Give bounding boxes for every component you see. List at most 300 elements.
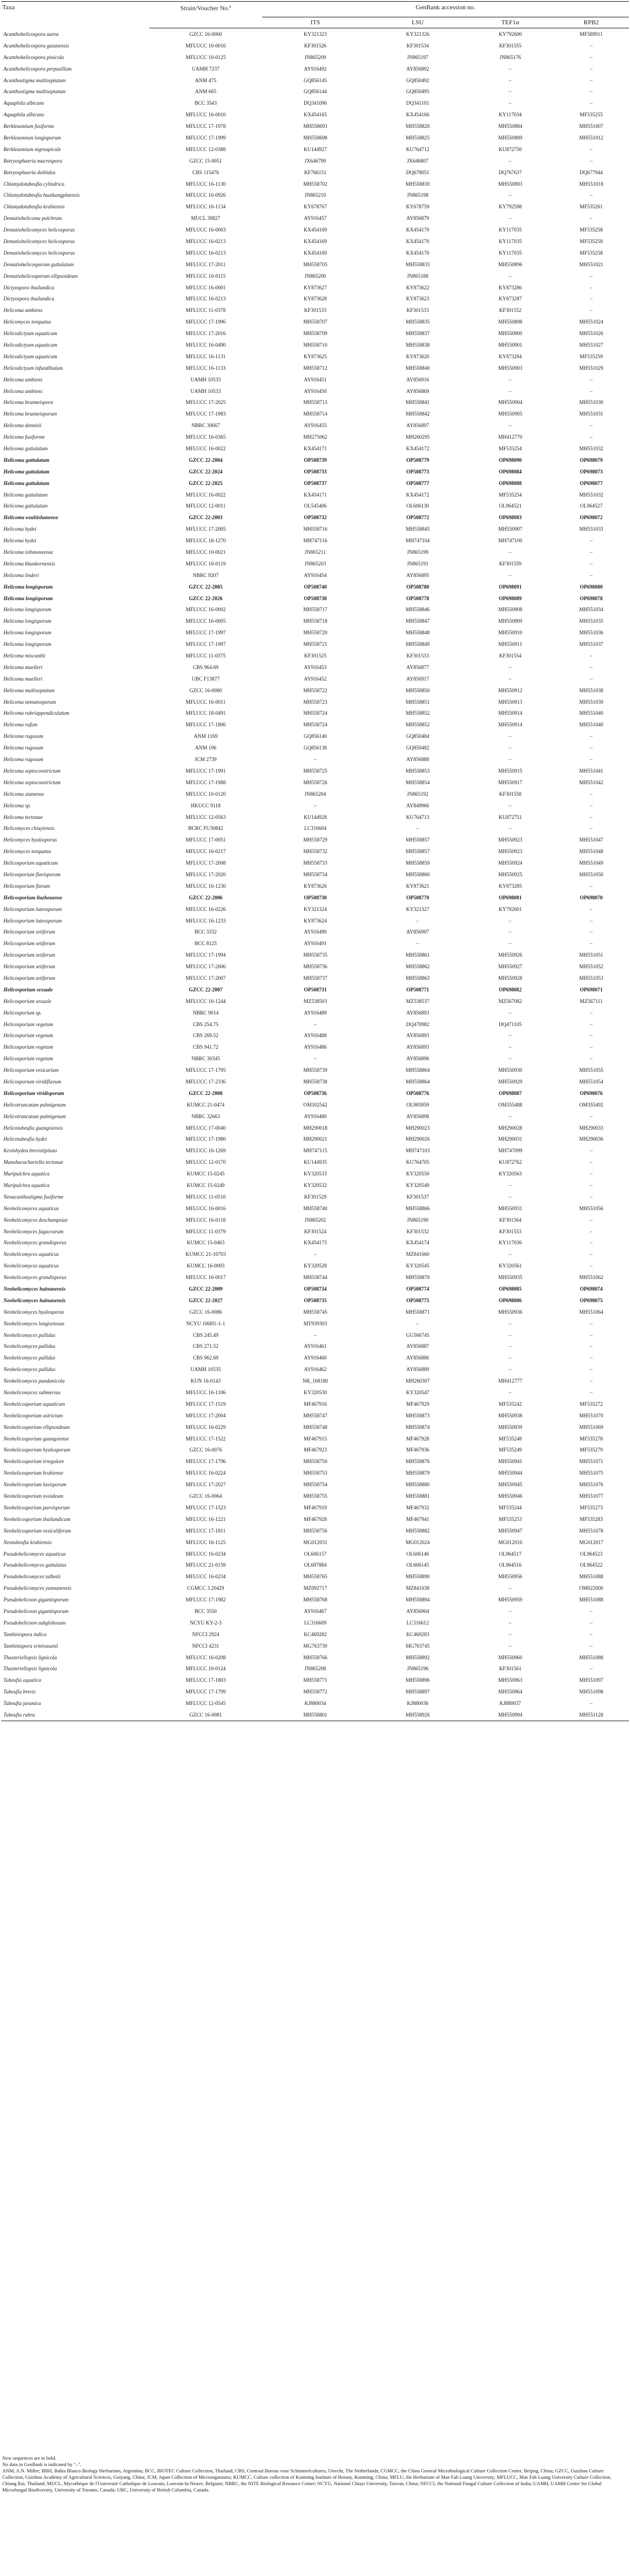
tef-cell: KF301559 — [499, 560, 522, 567]
strain-cell: MFLUCC 16-1244 — [185, 998, 226, 1004]
header-strain-sup: a — [229, 4, 231, 9]
table-row — [1, 1168, 629, 1179]
taxon-cell: Neoacanthostigma fusiforme — [3, 1193, 64, 1200]
its-cell: MH558707 — [303, 319, 327, 325]
lsu-cell: MF467936 — [406, 1447, 429, 1453]
taxon-cell: Neohelicomyces pallidus — [3, 1355, 56, 1361]
taxon-cell: Helicoma hydei — [3, 526, 36, 532]
strain-cell: GZCC 16-0086 — [189, 1309, 222, 1315]
its-cell: AY916490 — [304, 929, 327, 935]
strain-cell: BCC 3550 — [194, 1608, 217, 1614]
taxon-cell: Helicoma sp. — [3, 802, 31, 809]
tef-cell: MF535249 — [498, 1447, 522, 1453]
rpb2-cell: MH551062 — [579, 1274, 603, 1281]
tef-cell: – — [509, 65, 512, 72]
taxon-cell: Tubeufia aquatica — [3, 1677, 42, 1684]
table-row — [1, 155, 629, 167]
strain-cell: CBS 964.69 — [193, 664, 219, 670]
rpb2-cell: – — [590, 572, 593, 578]
rpb2-cell: MH551055 — [579, 1067, 603, 1074]
tef-cell: KF301558 — [499, 791, 522, 797]
taxon-cell: Chlamydotubeufia krabiensis — [3, 204, 65, 210]
strain-cell: MFLUCC 16-0224 — [185, 1470, 226, 1476]
strain-cell: MFLUCC 18-0491 — [185, 710, 226, 716]
rpb2-cell: – — [590, 1159, 593, 1166]
table-row — [1, 431, 629, 443]
lsu-cell: KX454166 — [406, 112, 429, 118]
strain-cell: MFLUCC 16-0234 — [185, 1550, 226, 1557]
table-row — [1, 754, 629, 765]
tef-cell: – — [509, 745, 512, 751]
taxon-cell: Acanthohelicospora pinicola — [3, 54, 64, 60]
lsu-cell: JN865197 — [407, 54, 429, 60]
taxon-cell: Helicoma guttulatum — [3, 491, 48, 498]
strain-cell: MFLUCC 17-2004 — [185, 1412, 226, 1419]
table-body — [1, 28, 629, 1721]
its-cell: KX454173 — [304, 1240, 327, 1246]
rpb2-cell: – — [590, 54, 593, 60]
lsu-cell: MH558873 — [406, 1412, 430, 1419]
tef-cell: MH550947 — [498, 1527, 522, 1534]
strain-cell: MFLUCC 12-0011 — [186, 503, 226, 509]
taxon-cell: Helicotubeufia hydei — [3, 1136, 47, 1142]
its-cell: MH558716 — [303, 526, 327, 532]
its-cell: AY916460 — [304, 1355, 327, 1361]
rpb2-cell: – — [590, 376, 593, 383]
tef-cell: – — [509, 940, 512, 947]
lsu-cell: MH558853 — [406, 767, 430, 774]
rpb2-cell: MH551052 — [579, 964, 603, 970]
rpb2-cell: MH551036 — [579, 630, 603, 636]
rpb2-cell: – — [590, 906, 593, 912]
tef-cell: – — [509, 1009, 512, 1016]
strain-cell: GZCC 22-2003 — [189, 515, 223, 521]
lsu-cell: KY678759 — [406, 204, 429, 210]
lsu-cell: MF467928 — [406, 1435, 429, 1442]
taxon-cell: Neohelicomyces hainanensis — [3, 1286, 66, 1292]
its-cell: MH558735 — [303, 952, 327, 958]
lsu-cell: OP508771 — [406, 986, 429, 993]
its-cell: AY916488 — [304, 1032, 327, 1039]
table-row — [1, 581, 629, 593]
strain-cell: MFLUCC 10-0115 — [186, 273, 226, 279]
table-row — [1, 926, 629, 938]
rpb2-cell: MH551033 — [579, 526, 603, 532]
strain-cell: GZCC 22-2004 — [189, 457, 223, 463]
its-cell: MZ538503 — [303, 998, 327, 1004]
tef-cell: MH550915 — [498, 767, 522, 774]
rpb2-cell: – — [590, 1390, 593, 1396]
strain-cell: UAMH 10533 — [190, 388, 221, 394]
its-cell: MH558750 — [303, 1458, 327, 1465]
rpb2-cell: – — [590, 89, 593, 95]
rpb2-cell: MH551078 — [579, 1527, 603, 1534]
taxon-cell: Helicomyces chiayiensis — [3, 825, 55, 832]
tef-cell: MH550884 — [498, 123, 522, 130]
tef-cell: KY117036 — [499, 1240, 522, 1246]
table-row — [1, 28, 629, 40]
its-cell: AY916480 — [304, 1113, 327, 1119]
lsu-cell: OP508779 — [406, 457, 429, 463]
lsu-cell: MH558876 — [406, 1458, 430, 1465]
tef-cell: OP698082 — [499, 986, 522, 993]
strain-cell: MFLUCC 17-1994 — [185, 952, 226, 958]
rpb2-cell: – — [590, 1009, 593, 1016]
lsu-cell: MH558897 — [406, 1689, 430, 1695]
its-cell: AY916467 — [304, 1608, 327, 1614]
table-row — [1, 86, 629, 97]
table-row — [1, 1203, 629, 1214]
table-row — [1, 846, 629, 857]
strain-cell: MFLUCC 17-1811 — [186, 1527, 226, 1534]
lsu-cell: MH558846 — [406, 607, 430, 613]
taxon-cell: Helicoma rugosum — [3, 745, 43, 751]
taxon-cell: Neohelicomyces grandisporus — [3, 1274, 67, 1281]
rpb2-cell: MF535273 — [580, 1504, 603, 1511]
strain-cell: MFLUCC 17-1519 — [185, 1401, 226, 1407]
its-cell: AY916455 — [304, 422, 327, 429]
lsu-cell: MH260295 — [406, 434, 430, 440]
taxon-cell: Helicoma muelleri — [3, 664, 43, 670]
rpb2-cell: MH551024 — [579, 319, 603, 325]
its-cell: GQ856144 — [304, 89, 327, 95]
tef-cell: MH550936 — [498, 1309, 522, 1315]
taxon-cell: Helicosporium vesicarium — [3, 1067, 59, 1074]
tef-cell: MH550923 — [498, 837, 522, 843]
table-row — [1, 1490, 629, 1502]
strain-cell: KUMCC 15-0463 — [186, 1240, 225, 1246]
tef-cell: – — [509, 1642, 512, 1649]
table-row — [1, 1479, 629, 1490]
its-cell: AY916489 — [304, 1009, 327, 1016]
its-cell: KX454165 — [304, 112, 327, 118]
taxon-cell: Neohelicosporium aquaticum — [3, 1401, 65, 1407]
strain-cell: MFLUCC 17-1983 — [185, 411, 226, 417]
lsu-cell: MH558896 — [406, 1677, 430, 1684]
lsu-cell: – — [416, 940, 419, 947]
taxon-cell: Neohelicomyces pallidus — [3, 1343, 56, 1350]
rpb2-cell: MH551064 — [579, 1309, 603, 1315]
taxon-cell: Helicoma longisporum — [3, 595, 53, 601]
taxon-cell: Helicosporium sp. — [3, 1009, 42, 1016]
its-cell: DQ341096 — [304, 100, 327, 106]
lsu-cell: AY856877 — [406, 664, 429, 670]
strain-cell: MFLUCC 16-0016 — [185, 1205, 226, 1211]
table-row — [1, 120, 629, 132]
table-row — [1, 1525, 629, 1537]
tef-cell: – — [509, 756, 512, 763]
rpb2-cell: – — [590, 296, 593, 302]
tef-cell: MF535254 — [498, 491, 522, 498]
lsu-cell: JN865191 — [407, 560, 429, 567]
tef-cell: – — [509, 1366, 512, 1373]
its-cell: MH558738 — [303, 1078, 327, 1085]
strain-cell: MFLUCC 17-1978 — [185, 123, 226, 130]
strain-cell: MFLUCC 16-0005 — [185, 618, 226, 624]
strain-cell: MFLUCC 16-1106 — [186, 1390, 226, 1396]
table-row — [1, 97, 629, 109]
taxon-cell: Helicoma wuzhishanense — [3, 515, 58, 521]
lsu-cell: LC316612 — [406, 1619, 429, 1626]
lsu-cell: GQ850495 — [406, 89, 429, 95]
note-abbreviations: ANM, A.N. Miller; BBH, Bahia Blanco Biology Herbarium, Argentina; BCC, BIOTEC Culture Collection, Thailand; CBS, Centraal Bureau voor Schimmelcultures, Utrecht, The Netherlands; CGMCC, the China General Microbiological Culture Collection Center, Beijing, China; GZCC, Guizhou Culture Collection, Guizhou Academy of Agricultural Sciences, Guiyang, China; JCM, Japan Collection of Microorganisms; KUMCC, Culture collection of Kunming Institute of Botany, Kunming, China; MFLU, the Herbarium of Mae Fah Luang University; MFLUCC, Mae Fah Luang University Culture Collection, Chiang Rai, Thailand; MUCL, Mycothèque de l'Université Catholique de Louvain, Louvain-la-Neuve, Belgium; NBRC, the NITE Biological Resource Center; NCYU, National Chiayi University, Taiwan, China; NFCCI, the National Fungal Culture Collection of India; UAMH, UAMH Centre for Global Microfungal Biodiversity, University of Toronto, Canada; UBC, University of British Columbia, Canada. — [2, 2468, 611, 2493]
tef-cell: MH550944 — [498, 1470, 522, 1476]
header-tef: TEF1α — [467, 17, 554, 28]
rpb2-cell: MH551088 — [579, 1597, 603, 1603]
tef-cell: MH550926 — [498, 952, 522, 958]
its-cell: MH558756 — [303, 1527, 327, 1534]
its-cell: LC316609 — [304, 1619, 327, 1626]
its-cell: MH275062 — [303, 434, 327, 440]
tef-cell: – — [509, 388, 512, 394]
table-row — [1, 1272, 629, 1283]
tef-cell: MF535253 — [498, 1516, 522, 1522]
lsu-cell: MH558881 — [406, 1493, 430, 1500]
its-cell: KF301525 — [304, 653, 327, 659]
tef-cell: MH550889 — [498, 134, 522, 141]
lsu-cell: KX454172 — [406, 446, 429, 451]
rpb2-cell: MH551097 — [579, 1677, 603, 1684]
strain-cell: MFLUCC 17-1806 — [185, 722, 226, 728]
tef-cell: MH550893 — [498, 181, 522, 187]
taxon-cell: Helicoma brunneispora — [3, 399, 53, 406]
tef-cell: MH550928 — [498, 975, 522, 981]
rpb2-cell: – — [590, 422, 593, 429]
taxon-cell: Muripulchra aquatica — [3, 1171, 50, 1177]
its-cell: KX454169 — [304, 238, 327, 244]
strain-cell: HKUCC 9118 — [190, 802, 221, 809]
its-cell: MH558710 — [303, 341, 327, 348]
taxon-cell: Helicosporium vegetum — [3, 1056, 53, 1062]
rpb2-cell: – — [590, 1631, 593, 1637]
tef-cell: KY873284 — [499, 353, 522, 359]
tef-cell: MH550935 — [498, 1274, 522, 1281]
tef-cell: – — [509, 1608, 512, 1614]
strain-cell: MFLUCC 17-1803 — [185, 1677, 226, 1684]
strain-cell: UBC F13877 — [191, 675, 220, 682]
strain-cell: MFLUCC 17-1799 — [185, 1689, 226, 1695]
table-row — [1, 201, 629, 212]
strain-cell: MUCL 39827 — [191, 215, 220, 222]
taxon-cell: Neotubeufia krabiensis — [3, 1539, 52, 1545]
tef-cell: – — [509, 1343, 512, 1350]
table-row — [1, 1605, 629, 1617]
rpb2-cell: – — [590, 192, 593, 199]
rpb2-cell: MH551051 — [579, 952, 603, 958]
tef-cell: KY792601 — [499, 906, 522, 912]
lsu-cell: MH290026 — [406, 1136, 430, 1142]
taxon-cell: Neohelicomyces fagacearum — [3, 1228, 64, 1234]
tef-cell: OP698088 — [499, 480, 522, 486]
rpb2-cell: – — [590, 157, 593, 164]
lsu-cell: MH558870 — [406, 1274, 430, 1281]
strain-cell: MFLUCC 16-0365 — [185, 434, 226, 440]
table-row — [1, 1421, 629, 1433]
strain-cell: CGMCC 3.20429 — [187, 1585, 224, 1592]
strain-cell: MFLUCC 10-0021 — [185, 549, 226, 556]
rpb2-cell: OP698079 — [580, 457, 603, 463]
rpb2-cell: OP698074 — [580, 1286, 603, 1292]
table-row — [1, 501, 629, 512]
taxon-cell: Helicoma miscanthi — [3, 653, 46, 659]
tef-cell: KY117035 — [499, 238, 522, 244]
lsu-cell: KF301537 — [406, 1193, 429, 1200]
taxon-cell: Neohelicosporium ovoideum — [3, 1493, 64, 1500]
tef-cell: MH550909 — [498, 618, 522, 624]
its-cell: MH747115 — [303, 1148, 327, 1154]
lsu-cell: KY320545 — [406, 1263, 429, 1269]
strain-cell: MFLUCC 17-2020 — [185, 871, 226, 877]
rpb2-cell: – — [590, 1366, 593, 1373]
strain-cell: GZCC 22-2024 — [189, 468, 223, 475]
rpb2-cell: – — [590, 284, 593, 291]
table-row — [1, 638, 629, 650]
its-cell: KY678767 — [304, 204, 327, 210]
rpb2-cell: OP698080 — [580, 583, 603, 590]
lsu-cell: JN865199 — [407, 549, 429, 556]
strain-cell: BCC 3332 — [194, 929, 217, 935]
rpb2-cell: OP698072 — [580, 515, 603, 521]
lsu-cell: KX454172 — [406, 491, 429, 498]
table-row — [1, 1306, 629, 1318]
tef-cell: OP698089 — [499, 595, 522, 601]
taxon-cell: Tubeufia brevis — [3, 1689, 36, 1695]
strain-cell: MFLUCC 17-1982 — [185, 1597, 226, 1603]
table-row — [1, 1248, 629, 1260]
tef-cell: KF301553 — [499, 1228, 522, 1234]
lsu-cell: KC469283 — [406, 1631, 429, 1637]
tef-cell: MH747099 — [498, 1148, 522, 1154]
tef-cell: MH747100 — [498, 538, 522, 544]
lsu-cell: MH558851 — [406, 699, 430, 705]
rpb2-cell: MH551088 — [579, 1654, 603, 1660]
its-cell: KF301524 — [304, 1228, 327, 1234]
table-row — [1, 1318, 629, 1329]
taxon-cell: Pseudohelicoon subglobosum — [3, 1619, 66, 1626]
lsu-cell: MH558894 — [406, 1597, 430, 1603]
strain-cell: MFLUCC 17-1997 — [185, 641, 226, 648]
lsu-cell: GQ850484 — [406, 733, 429, 740]
its-cell: JN865203 — [304, 560, 326, 567]
lsu-cell: KY873620 — [406, 353, 429, 359]
table-row — [1, 949, 629, 961]
table-row — [1, 224, 629, 236]
strain-cell: MFLUCC 16-1134 — [186, 204, 226, 210]
taxon-cell: Tamhinispora indica — [3, 1631, 47, 1637]
table-row — [1, 1122, 629, 1134]
its-cell: OP508735 — [304, 1297, 327, 1303]
taxon-cell: Neohelicomyces hyalosporus — [3, 1309, 64, 1315]
its-cell: OP508736 — [304, 1090, 327, 1096]
table-row — [1, 1582, 629, 1594]
lsu-cell: JN865190 — [407, 1217, 429, 1223]
rpb2-cell: – — [590, 675, 593, 682]
lsu-cell: OP508780 — [406, 583, 429, 590]
its-cell: – — [314, 1332, 317, 1338]
rpb2-cell: MH290036 — [579, 1136, 603, 1142]
its-cell: MF467923 — [303, 1447, 327, 1453]
table-row — [1, 984, 629, 995]
its-cell: KX454171 — [304, 491, 327, 498]
lsu-cell: JX646807 — [407, 157, 429, 164]
strain-cell: MFLUCC 16-0226 — [185, 906, 226, 912]
lsu-cell: KY320550 — [406, 1171, 429, 1177]
strain-cell: MFLUCC 16-0017 — [185, 1274, 226, 1281]
strain-cell: MFLUCC 16-1233 — [185, 917, 226, 924]
table-row — [1, 961, 629, 972]
tef-cell: – — [509, 1320, 512, 1326]
its-cell: MH558740 — [303, 1205, 327, 1211]
strain-cell: ANM 665 — [195, 89, 216, 95]
strain-cell: UAMH 10533 — [190, 376, 221, 383]
strain-cell: NCYU KY-2-3 — [190, 1619, 222, 1626]
strain-cell: MFLUCC 17-2008 — [185, 860, 226, 866]
lsu-cell: MH290023 — [406, 1125, 430, 1131]
lsu-cell: MH558835 — [406, 319, 430, 325]
lsu-cell: GQ850492 — [406, 77, 429, 83]
table-row — [1, 1445, 629, 1456]
its-cell: OP508730 — [304, 894, 327, 901]
table-row — [1, 696, 629, 708]
rpb2-cell: MF535283 — [580, 1516, 603, 1522]
table-row — [1, 1087, 629, 1099]
its-cell: AY916462 — [304, 1366, 327, 1373]
lsu-cell: AY856893 — [406, 1032, 429, 1039]
strain-cell: NCYU 106H1-1-1 — [186, 1320, 226, 1326]
lsu-cell: AY856898 — [406, 1113, 429, 1119]
table-row — [1, 1410, 629, 1421]
tef-cell: OL964516 — [499, 1562, 522, 1568]
strain-cell: UAMH 7237 — [191, 65, 220, 72]
lsu-cell: – — [416, 917, 419, 924]
strain-cell: MFLUCC 17-1991 — [185, 767, 226, 774]
tef-cell: – — [509, 549, 512, 556]
lsu-cell: MH747103 — [406, 1148, 430, 1154]
its-cell: KY321324 — [304, 906, 327, 912]
its-cell: KY320533 — [304, 1171, 327, 1177]
taxon-cell: Helicoma rugosum — [3, 733, 43, 740]
tef-cell: MH550929 — [498, 1078, 522, 1085]
taxon-cell: Helicosporium liuzhouense — [3, 894, 62, 901]
its-cell: OP508732 — [304, 515, 327, 521]
table-row — [1, 1617, 629, 1629]
its-cell: MH558737 — [303, 975, 327, 981]
rpb2-cell: MH551040 — [579, 722, 603, 728]
table-row — [1, 259, 629, 270]
taxon-cell: Pseudohelicomyces aquaticus — [3, 1550, 66, 1557]
table-row — [1, 189, 629, 201]
note-new-sequences: New sequences are in bold. — [2, 2455, 57, 2461]
header-rpb2: RPB2 — [554, 17, 629, 28]
its-cell: MH558747 — [303, 1412, 327, 1419]
its-cell: KY873626 — [304, 883, 327, 889]
taxon-cell: Acanthohelicospora guianensis — [3, 42, 69, 49]
lsu-cell: OP508776 — [406, 1090, 429, 1096]
lsu-cell: OL606145 — [406, 1562, 429, 1568]
taxon-cell: Neohelicosporium astrictum — [3, 1412, 63, 1419]
table-row — [1, 512, 629, 523]
rpb2-cell: – — [590, 917, 593, 924]
table-row — [1, 604, 629, 616]
lsu-cell: MZ841638 — [406, 1585, 430, 1592]
table-row — [1, 1663, 629, 1674]
tef-cell: KY792600 — [499, 31, 522, 37]
taxon-cell: Helicoma rubriappendiculatum — [3, 710, 69, 716]
rpb2-cell: – — [590, 1171, 593, 1177]
lsu-cell: MH558825 — [406, 134, 430, 141]
table-row — [1, 1456, 629, 1467]
tef-cell: MH550917 — [498, 779, 522, 785]
